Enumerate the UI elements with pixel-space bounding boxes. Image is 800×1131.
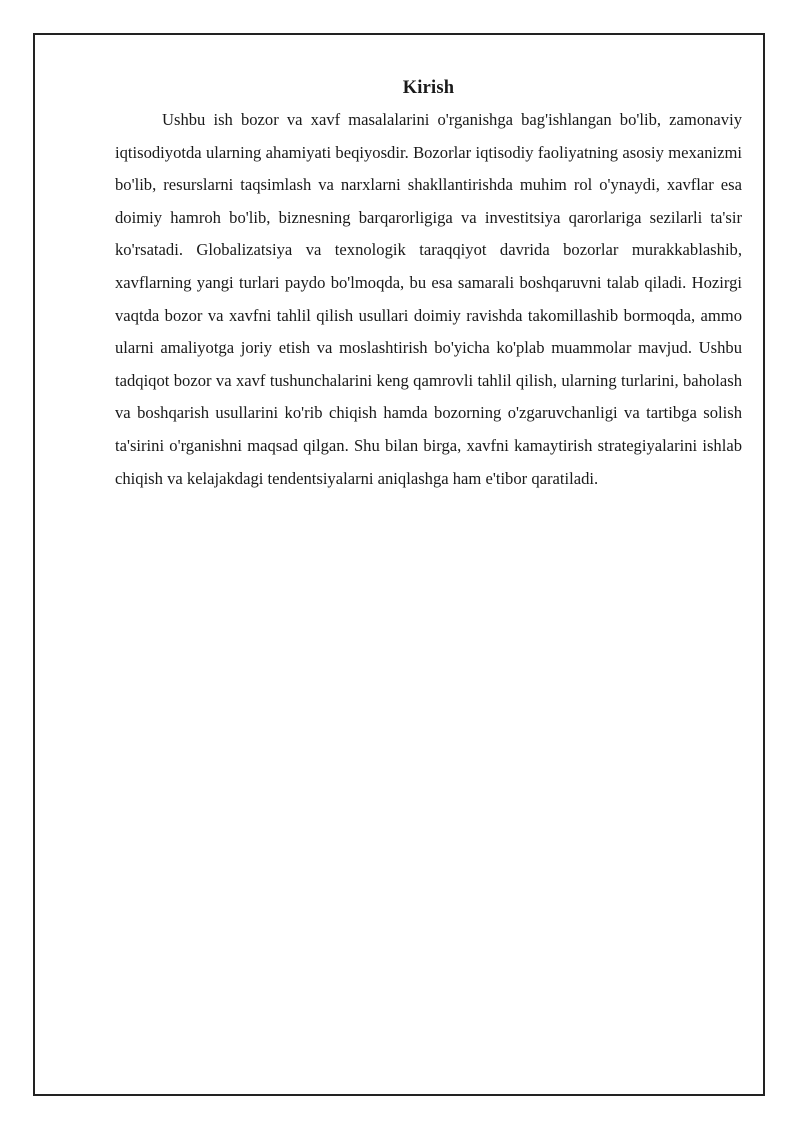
section-title: Kirish [402,78,455,98]
document-body [115,76,742,495]
intro-paragraph: Ushbu ish bozor va xavf masalalarini o'rganishga bag'ishlangan bo'lib, zamonaviy iqtisodiyotda ularning ahamiyati beqiyosdir. Bozorlar iqtisodiy faoliyatning asosiy mexanizmi bo'lib, resurslarni taqsimlash va narxlarni shakllantirishda muhim rol o'ynaydi, xavflar esa doimiy hamroh bo'lib, biznesning barqarorligiga va investitsiya qarorlariga sezilarli ta'sir ko'rsatadi. Globalizatsiya va texnologik taraqqiyot davrida bozorlar murakkablashib, xavflarning yangi turlari paydo bo'lmoqda, bu esa samarali boshqaruvni talab qiladi. Hozirgi vaqtda bozor va xavfni tahlil qilish usullari doimiy ravishda takomillashib bormoqda, ammo ularni amaliyotga joriy etish va moslashtirish bo'yicha ko'plab muammolar mavjud. Ushbu tadqiqot bozor va xavf tushunchalarini keng qamrovli tahlil qilish, ularning turlarini, baholash va boshqarish usullarini ko'rib chiqish hamda bozorning o'zgaruvchanligi va tartibga solish ta'sirini o'rganishni maqsad qilgan. Shu bilan birga, xavfni kamaytirish strategiyalarini ishlab chiqish va kelajakdagi tendentsiyalarni aniqlashga ham e'tibor qaratiladi. [115,110,742,488]
